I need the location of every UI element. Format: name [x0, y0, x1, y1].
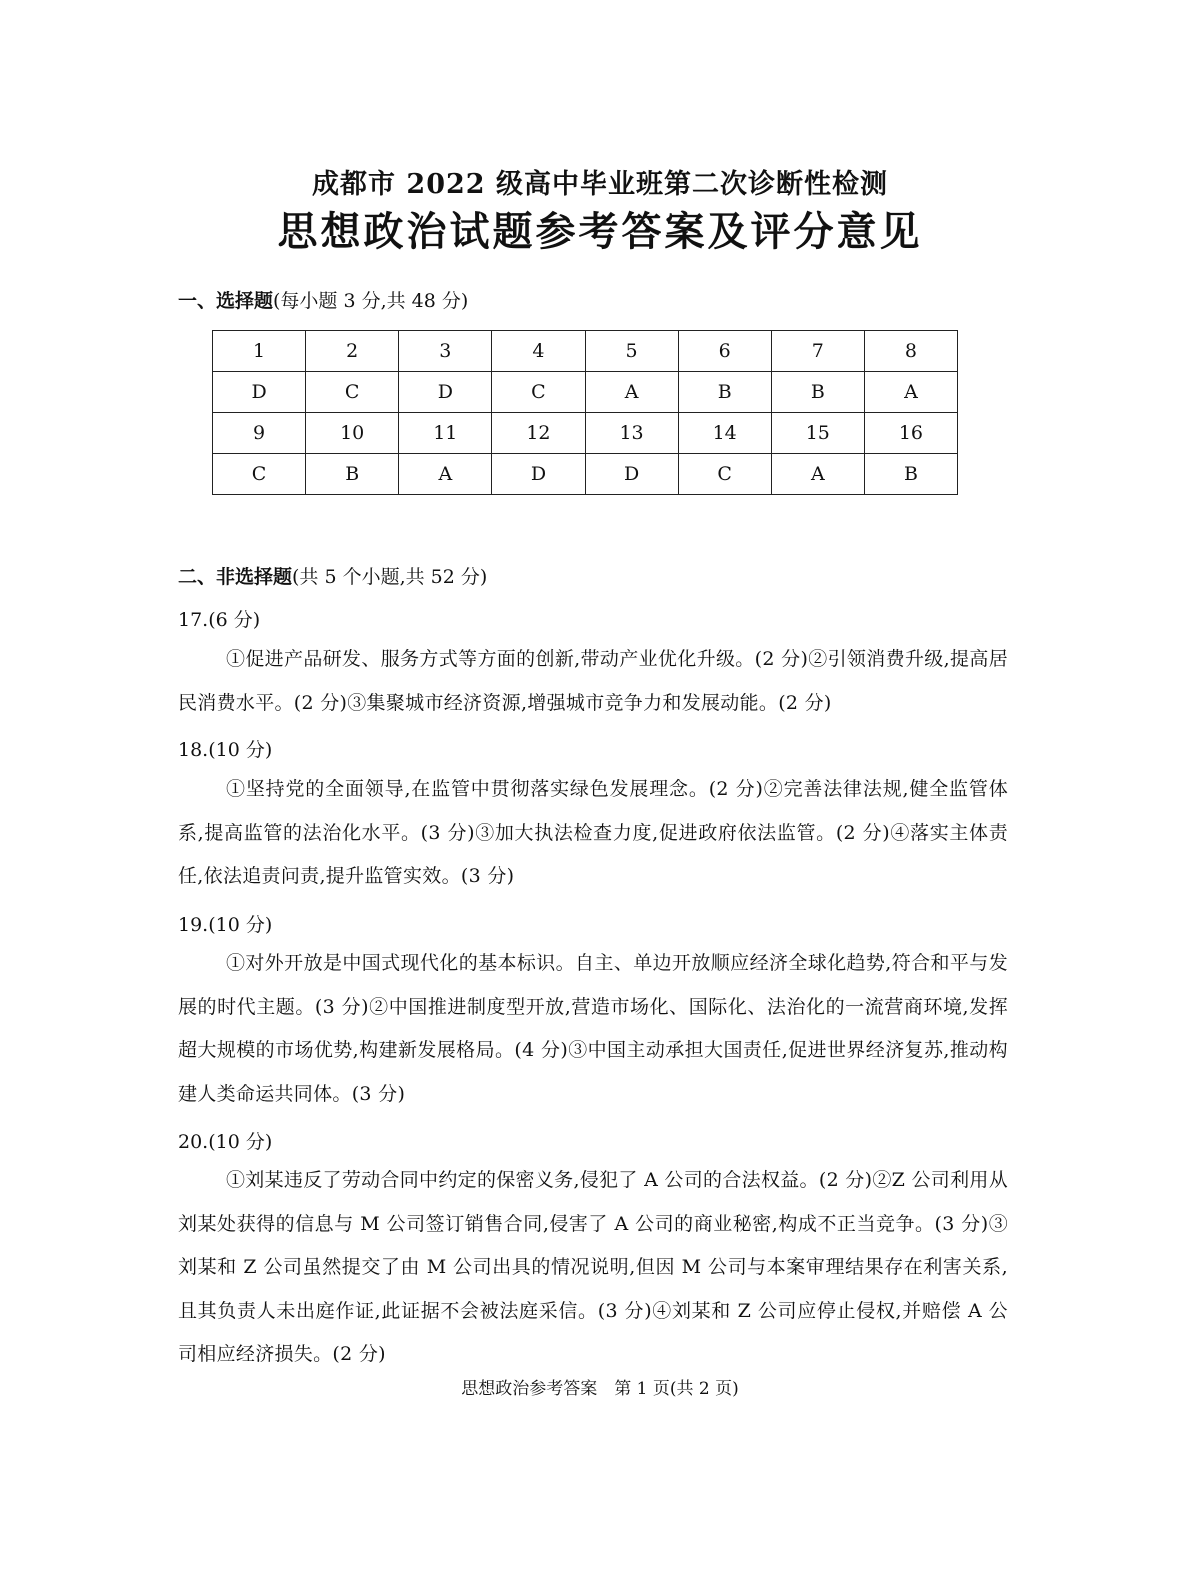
answer-cell: D [492, 454, 585, 495]
question-number: 3 [399, 331, 492, 372]
answer-cell: B [306, 454, 399, 495]
page-footer: 思想政治参考答案 第 1 页(共 2 页) [461, 1379, 739, 1399]
section1-heading [178, 286, 468, 313]
section2-heading [178, 562, 487, 589]
question-number: 13 [585, 413, 678, 454]
table-row [213, 454, 958, 495]
question-number: 7 [771, 331, 864, 372]
question-18-number: 18.(10 分) [178, 739, 273, 761]
answer-cell: C [678, 454, 771, 495]
exam-title: 成都市 2022 级高中毕业班第二次诊断性检测 [312, 169, 888, 200]
question-number: 9 [213, 413, 306, 454]
question-number: 5 [585, 331, 678, 372]
question-number: 16 [864, 413, 957, 454]
answer-cell: C [213, 454, 306, 495]
question-19-number: 19.(10 分) [178, 914, 273, 936]
question-number: 11 [399, 413, 492, 454]
question-20-number: 20.(10 分) [178, 1131, 273, 1153]
answer-cell: A [585, 372, 678, 413]
table-row [213, 413, 958, 454]
table-row [213, 372, 958, 413]
question-17-number: 17.(6 分) [178, 609, 261, 631]
answer-cell: B [678, 372, 771, 413]
question-number: 10 [306, 413, 399, 454]
answer-cell: B [864, 454, 957, 495]
answer-cell: A [399, 454, 492, 495]
table-row [213, 331, 958, 372]
answer-cell: A [864, 372, 957, 413]
answer-cell: C [492, 372, 585, 413]
question-number: 14 [678, 413, 771, 454]
answer-table [212, 330, 958, 495]
answer-cell: D [585, 454, 678, 495]
document-title: 思想政治试题参考答案及评分意见 [277, 208, 923, 255]
answer-cell: D [213, 372, 306, 413]
answer-cell: B [771, 372, 864, 413]
section1-note: (每小题 3 分,共 48 分) [273, 290, 469, 312]
answer-cell: C [306, 372, 399, 413]
question-17-answer: ①促进产品研发、服务方式等方面的创新,带动产业优化升级。(2 分)②引领消费升级,提高居民消费水平。(2 分)③集聚城市经济资源,增强城市竞争力和发展动能。(2 分) [178, 648, 1008, 714]
question-number: 6 [678, 331, 771, 372]
question-19-answer: ①对外开放是中国式现代化的基本标识。自主、单边开放顺应经济全球化趋势,符合和平与发展的时代主题。(3 分)②中国推进制度型开放,营造市场化、国际化、法治化的一流营商环境,发挥超大规模的市场优势,构建新发展格局。(4 分)③中国主动承担大国责任,促进世界经济复苏,推动构建人类命运共同体。(3 分) [178, 952, 1008, 1105]
question-number: 1 [213, 331, 306, 372]
question-number: 8 [864, 331, 957, 372]
question-number: 15 [771, 413, 864, 454]
section2-label: 二、非选择题 [178, 566, 293, 588]
question-number: 4 [492, 331, 585, 372]
question-20-answer: ①刘某违反了劳动合同中约定的保密义务,侵犯了 A 公司的合法权益。(2 分)②Z 公司利用从刘某处获得的信息与 M 公司签订销售合同,侵害了 A 公司的商业秘密,构成不正当竞争。(3 分)③刘某和 Z 公司虽然提交了由 M 公司出具的情况说明,但因 M 公司与本案审理结果存在利害关系,且其负责人未出庭作证,此证据不会被法庭采信。(3 分)④刘某和 Z 公司应停止侵权,并赔偿 A 公司相应经济损失。(2 分) [178, 1169, 1008, 1365]
question-number: 2 [306, 331, 399, 372]
section1-label: 一、选择题 [178, 290, 274, 312]
answer-cell: A [771, 454, 864, 495]
section2-note: (共 5 个小题,共 52 分) [292, 566, 488, 588]
question-18-answer: ①坚持党的全面领导,在监管中贯彻落实绿色发展理念。(2 分)②完善法律法规,健全监管体系,提高监管的法治化水平。(3 分)③加大执法检查力度,促进政府依法监管。(2 分)④落实主体责任,依法追责问责,提升监管实效。(3 分) [178, 778, 1008, 887]
answer-cell: D [399, 372, 492, 413]
question-number: 12 [492, 413, 585, 454]
